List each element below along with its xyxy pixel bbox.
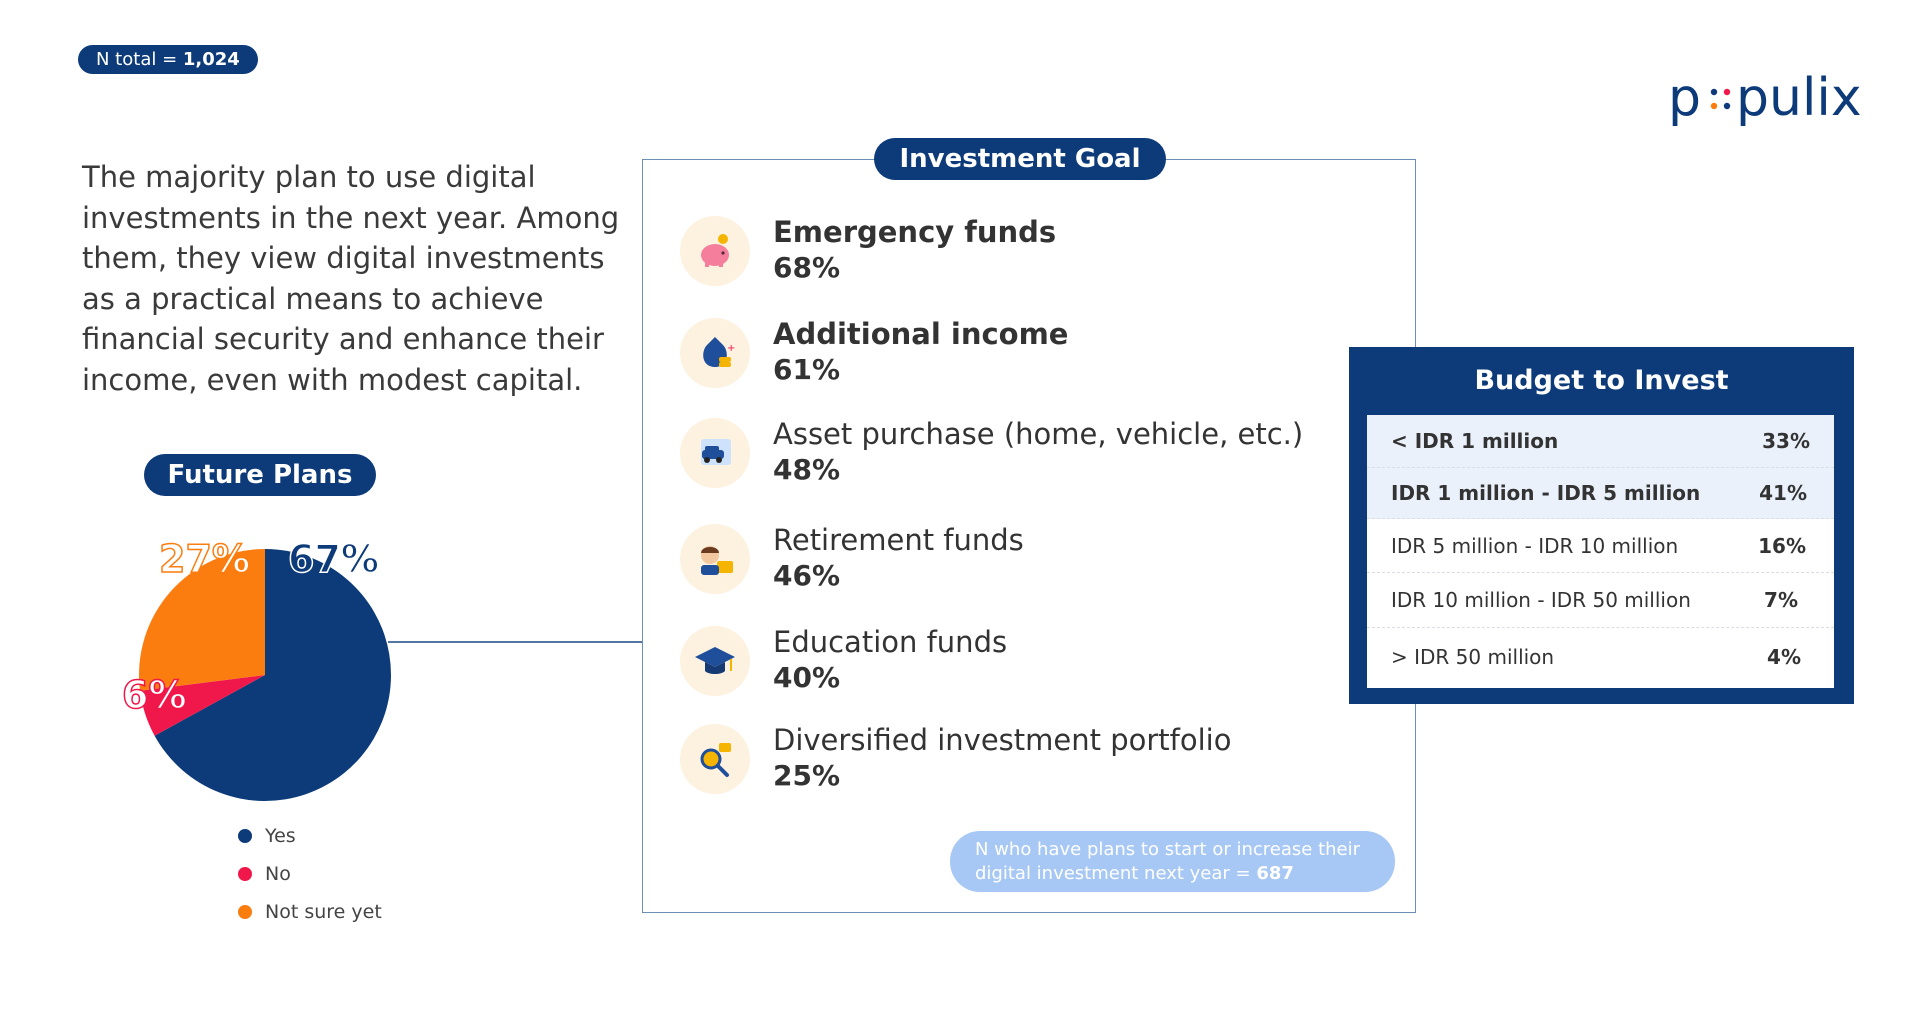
connector-line	[388, 641, 645, 643]
populix-logo	[1668, 68, 1868, 128]
budget-table	[1367, 415, 1834, 688]
budget-title: Budget to Invest	[1474, 365, 1729, 396]
legend-label-yes: Yes	[265, 825, 296, 847]
budget-row-label: < IDR 1 million	[1391, 429, 1559, 453]
n-total-prefix: N total =	[96, 49, 183, 70]
budget-row-value: 33%	[1762, 429, 1810, 453]
budget-row	[1367, 468, 1834, 519]
retiree-icon	[680, 524, 750, 594]
legend-label-not-sure: Not sure yet	[265, 901, 382, 923]
legend-dot-not-sure	[238, 905, 252, 919]
future-plans-pie-chart	[122, 537, 400, 810]
budget-row-label: IDR 5 million - IDR 10 million	[1391, 533, 1679, 558]
svg-text:+: +	[727, 343, 736, 354]
budget-row	[1367, 415, 1834, 468]
n-total-badge	[78, 45, 258, 74]
pie-legend	[238, 817, 382, 931]
goal-label-diversified: Diversified investment portfolio	[773, 723, 1232, 757]
legend-item-no	[238, 855, 382, 893]
piggy-bank-icon	[680, 216, 750, 286]
logo-dots-icon	[1708, 82, 1734, 122]
budget-row-value: 41%	[1759, 481, 1807, 505]
goal-label-additional-income: Additional income	[773, 317, 1069, 351]
budget-row-value: 7%	[1764, 588, 1798, 612]
pie-label-not-sure: 27%	[159, 537, 250, 581]
legend-label-no: No	[265, 863, 291, 885]
goal-value-emergency: 68%	[773, 251, 841, 284]
goal-value-retirement: 46%	[773, 559, 841, 592]
goal-sample-note-text: N who have plans to start or increase their digital investment next year =	[975, 839, 1361, 884]
goal-value-additional-income: 61%	[773, 353, 841, 386]
money-bag-icon	[680, 318, 750, 388]
legend-item-yes	[238, 817, 382, 855]
investment-goal-title: Investment Goal	[874, 138, 1166, 180]
budget-row	[1367, 628, 1834, 686]
goal-value-education: 40%	[773, 661, 841, 694]
goal-sample-note	[950, 831, 1395, 892]
goal-label-emergency: Emergency funds	[773, 215, 1057, 249]
budget-row-value: 4%	[1767, 645, 1801, 669]
pie-label-yes: 67%	[288, 537, 379, 581]
budget-row-value: 16%	[1758, 533, 1806, 558]
future-plans-title: Future Plans	[144, 454, 376, 496]
car-icon	[680, 418, 750, 488]
logo-text-start: p	[1668, 68, 1702, 128]
goal-label-asset: Asset purchase (home, vehicle, etc.)	[773, 417, 1304, 451]
legend-dot-no	[238, 867, 252, 881]
budget-panel	[1349, 347, 1854, 704]
goal-label-education: Education funds	[773, 625, 1008, 659]
graduation-cap-icon	[680, 626, 750, 696]
goal-value-diversified: 25%	[773, 759, 841, 792]
n-total-value: 1,024	[182, 49, 240, 70]
investment-goal-panel	[642, 159, 1416, 913]
legend-dot-yes	[238, 829, 252, 843]
budget-row	[1367, 573, 1834, 628]
goal-sample-note-value: 687	[1256, 863, 1294, 884]
pie-label-no: 6%	[122, 673, 187, 717]
intro-paragraph: The majority plan to use digital investments in the next year. Among them, they view digital investments as a practical means to achieve financial security and enhance their income, even with modest capital.	[82, 160, 620, 397]
magnifier-icon	[680, 724, 750, 794]
budget-row-label: IDR 10 million - IDR 50 million	[1391, 588, 1691, 612]
goal-label-retirement: Retirement funds	[773, 523, 1024, 557]
budget-row	[1367, 519, 1834, 573]
logo-text-end: pulix	[1736, 68, 1862, 128]
budget-row-label: > IDR 50 million	[1391, 645, 1555, 669]
legend-item-not-sure	[238, 893, 382, 931]
goal-value-asset: 48%	[773, 453, 841, 486]
budget-row-label: IDR 1 million - IDR 5 million	[1391, 481, 1701, 505]
